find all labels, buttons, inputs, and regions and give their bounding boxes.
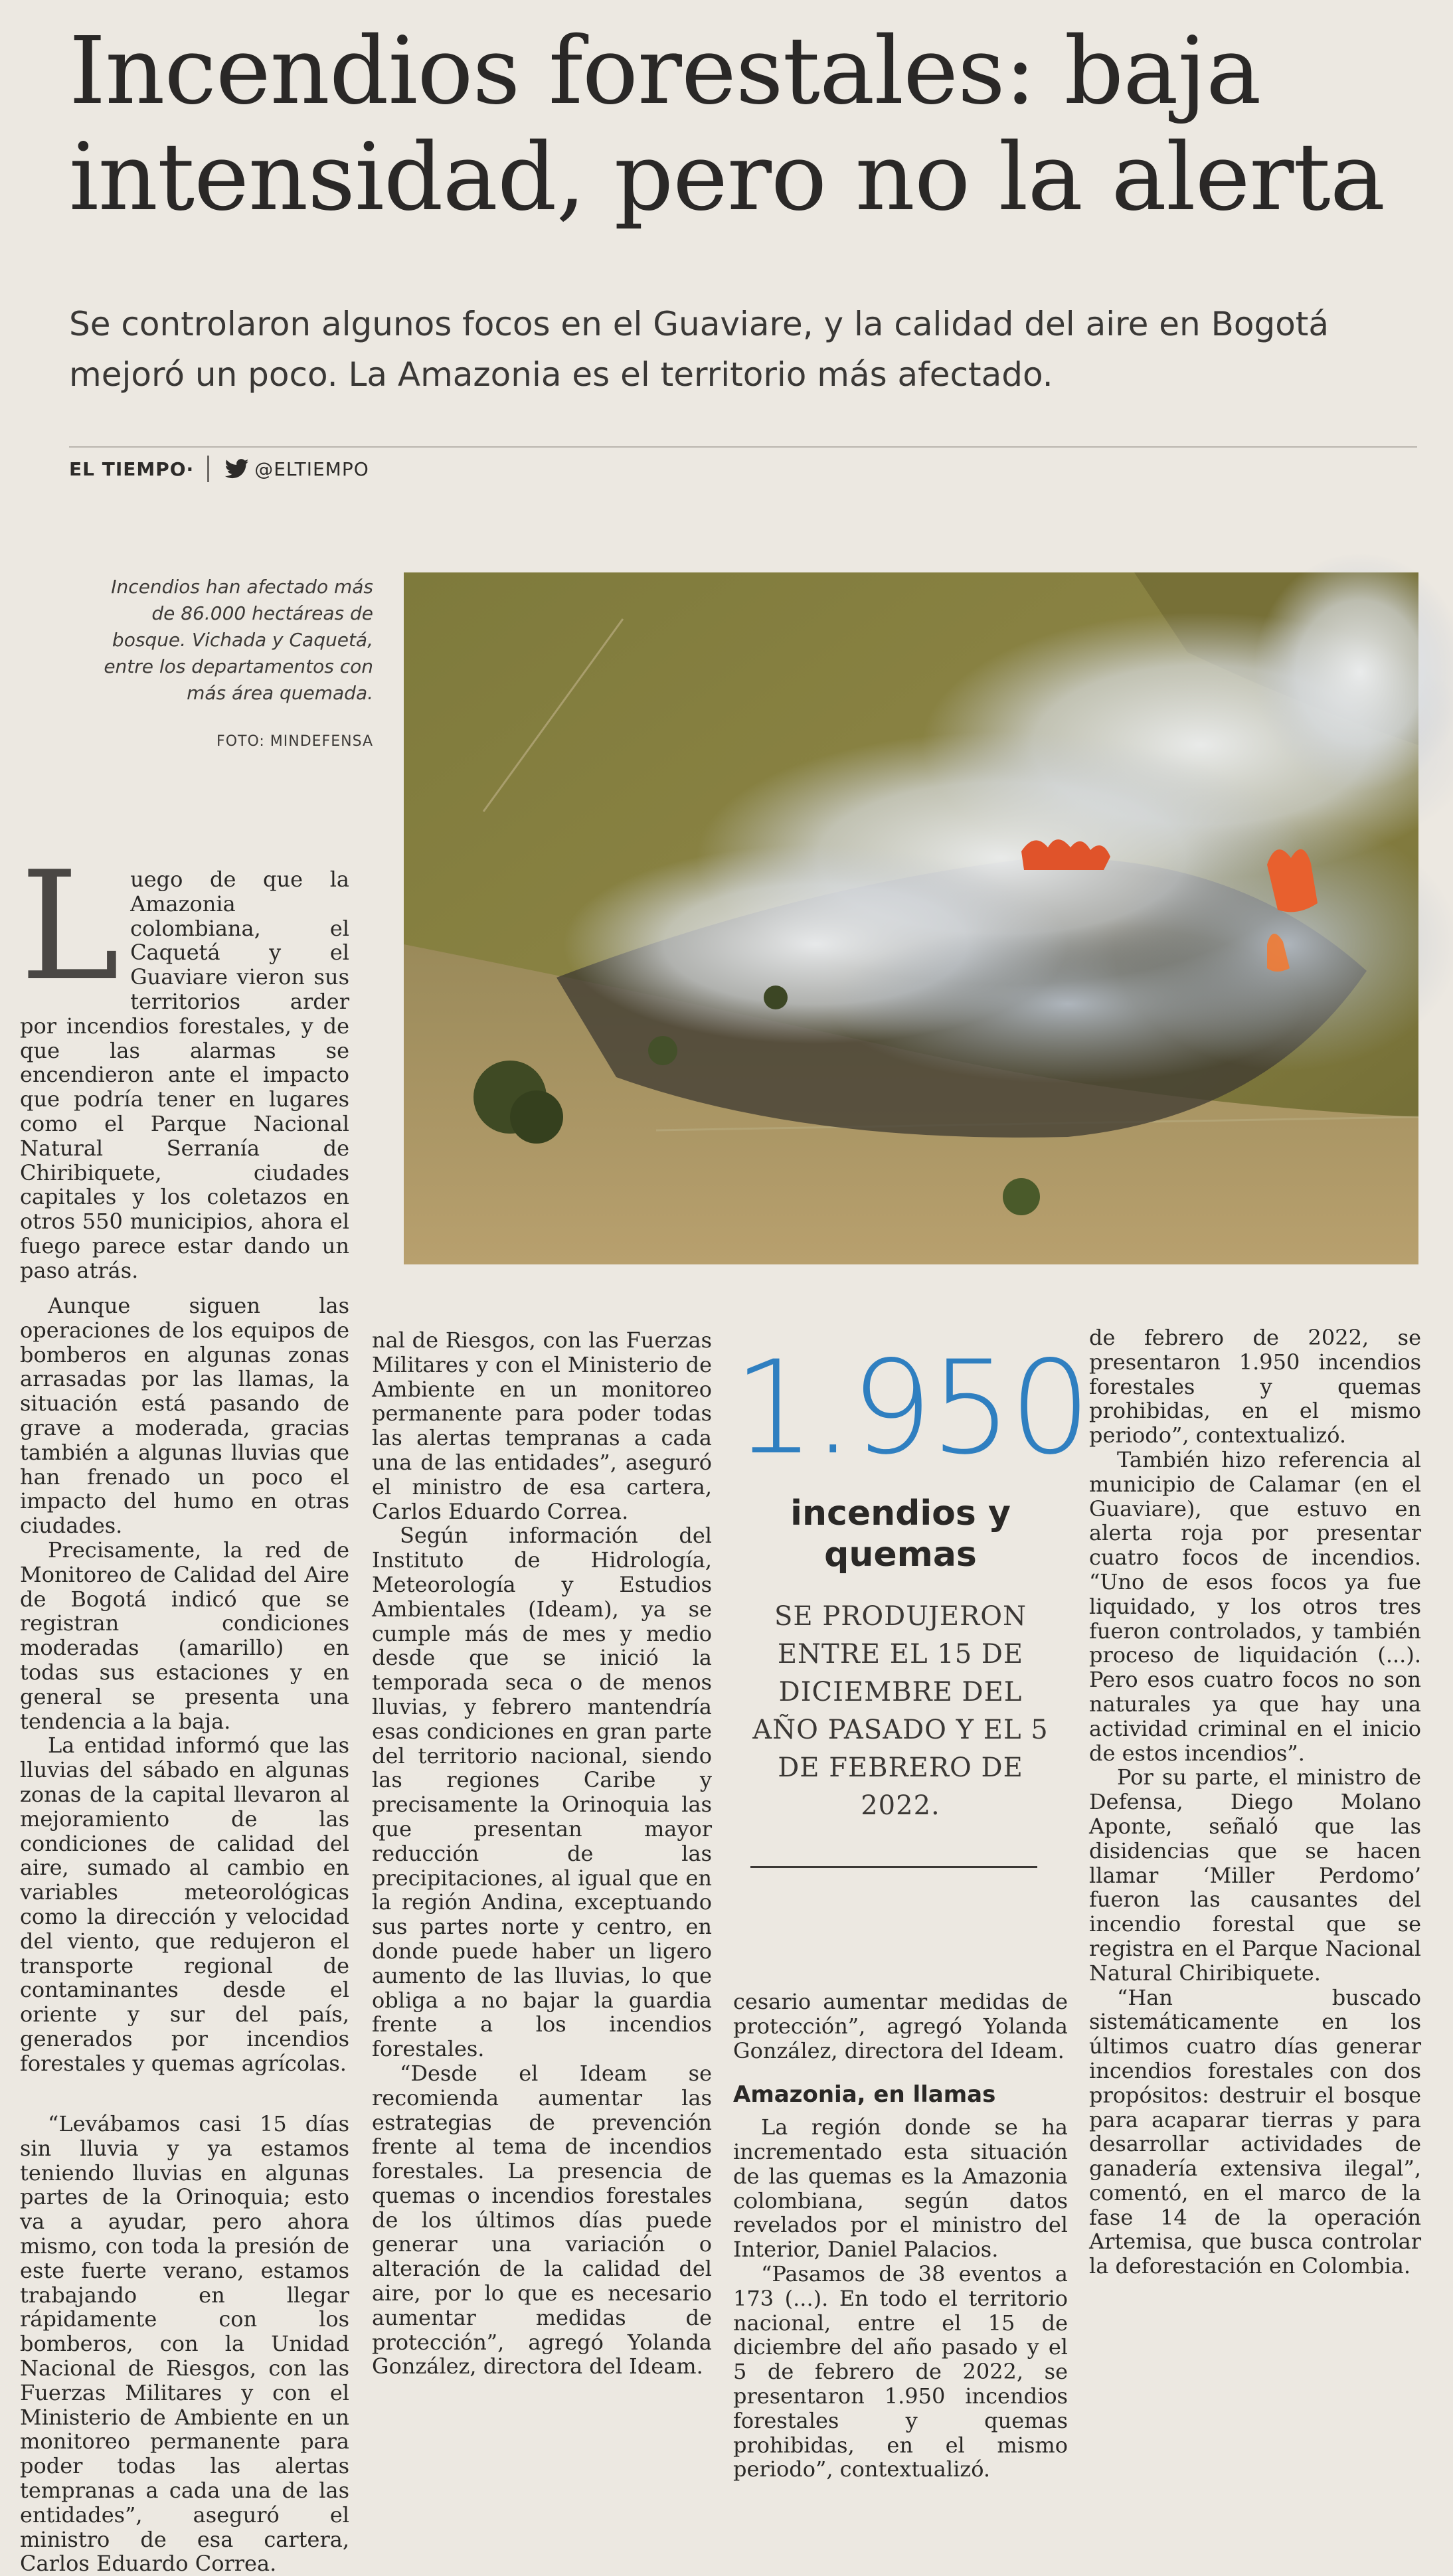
twitter-bird-icon: [225, 459, 249, 479]
paragraph-5-continued: nal de Riesgos, con las Fuerzas Militares y con el Ministerio de Ambiente en un monitoreo permanente para poder todas las alertas tempranas a cada una de las entidades”, aseguró el ministro de esa cartera, Carlos Eduardo Correa.: [372, 1328, 712, 1524]
wildfire-photo: [404, 572, 1418, 1264]
body-column-1-lower: [20, 1294, 349, 2076]
body-column-3: [733, 1990, 1068, 2482]
paragraph-7: “Desde el Ideam se recomienda aumentar las estrategias de prevención frente al tema de incendios forestales. La presencia de quemas o incendios forestales de los últimos días puede generar una variación o alteración de la calidad del aire, por lo que es necesario aumentar medidas de protección”, agregó Yolanda González, directora del Ideam.: [372, 2060, 712, 2379]
body-column-1: [20, 839, 349, 1283]
paragraph-3: Precisamente, la red de Monitoreo de Calidad del Aire de Bogotá indicó que se registran condiciones moderadas (amarillo) en todas sus estaciones y en general se presenta una tendencia a la baja.: [20, 1537, 349, 1734]
headline: Incendios forestales: baja intensidad, pero no la alerta: [69, 17, 1385, 232]
paragraph-2: Aunque siguen las operaciones de los equipos de bomberos en algunas zonas arrasadas por las llamas, la situación está pasando de grave a moderada, gracias también a algunas lluvias que han frenado un poco el impacto del humo en otras ciudades.: [20, 1293, 349, 1539]
stat-description: SE PRODUJERON ENTRE EL 15 DE DICIEMBRE DEL AÑO PASADO Y EL 5 DE FEBRERO DE 2022.: [752, 1601, 1049, 1821]
paragraph-7-continued: cesario aumentar medidas de protección”, agregó Yolanda González, directora del Ideam.: [733, 1989, 1068, 2063]
byline-source: EL TIEMPO·: [69, 458, 195, 480]
paragraph-lead-text: uego de que la Amazonia colombiana, el Caquetá y el Guaviare vieron sus territorios arder por incendios forestales, y de que las alarmas se encendieron ante el impacto que podría tener en lugares como el Parque Nacional Natural Serranía de Chiribiquete, ciudades capitales y los coletazos en otros 550 municipios, ahora el fuego parece estar dando un paso atrás.: [20, 867, 349, 1283]
body-column-2: [372, 1328, 712, 2379]
photo-caption: Incendios han afectado más de 86.000 hectáreas de bosque. Vichada y Caquetá, entre los departamentos con más área quemada.: [104, 576, 373, 704]
paragraph-5: “Levábamos casi 15 días sin lluvia y ya estamos teniendo lluvias en algunas partes de la Orinoquia; esto va a ayudar, pero ahora mismo, con toda la presión de este fuerte verano, estamos trabajando en llegar rápidamente con los bomberos, con la Unidad Nacional de Riesgos, con las Fuerzas Militares y con el Ministerio de Ambiente en un monitoreo permanente para poder todas las alertas tempranas a cada una de las entidades”, aseguró el ministro de esa cartera, Carlos Eduardo Correa.: [20, 2111, 349, 2576]
paragraph-12: “Han buscado sistemáticamente en los últimos cuatro días generar incendios forestales con dos propósitos: destruir el bosque para acaparar tierras y para desarrollar actividades de ganadería extensiva ilegal”, comentó, en el marco de la fase 14 de la operación Artemisa, que busca controlar la deforestación en Colombia.: [1089, 1984, 1421, 2279]
body-column-1-bottom: [20, 2111, 349, 2576]
byline-separator: [207, 456, 209, 482]
paragraph-6: Según información del Instituto de Hidrología, Meteorología y Estudios Ambientales (Ideam), ya se cumple más de mes y medio desde que se inició la temporada seca o de menos lluvias, y febrero mantendría esas condiciones en gran parte del territorio nacional, siendo las regiones Caribe y precisamente la Orinoquia las que presentan mayor reducción de las precipitaciones, al igual que en la región Andina, exceptuando sus partes norte y centro, en donde puede haber un ligero aumento de las lluvias, lo que obliga a no bajar la guardia frente a los incendios forestales.: [372, 1523, 712, 2062]
photo-credit: FOTO: MINDEFENSA: [216, 733, 373, 750]
dropcap: L: [20, 839, 120, 1014]
paragraph-4: La entidad informó que las lluvias del sábado en algunas zonas de la capital llevaron al mejoramiento de las condiciones de calidad del aire, sumado al cambio en variables meteorológicas como la dirección y velocidad del viento, que redujeron el transporte regional de contaminantes desde el oriente y sur del país, generados por incendios forestales y quemas agrícolas.: [20, 1733, 349, 2076]
stat-divider: [750, 1866, 1037, 1868]
body-column-4: [1089, 1326, 1421, 2278]
stat-label: incendios y quemas: [790, 1494, 1011, 1575]
subheadline: Se controlaron algunos focos en el Guaviare, y la calidad del aire en Bogotá mejoró un poco. La Amazonia es el territorio más afectado.: [69, 305, 1329, 394]
paragraph-8: La región donde se ha incrementado esta situación de las quemas es la Amazonia colombiana, según datos revelados por el ministro del Interior, Daniel Palacios.: [733, 2114, 1068, 2263]
crosshead: Amazonia, en llamas: [733, 2081, 996, 2108]
byline: [69, 456, 369, 482]
header-divider: [69, 446, 1417, 448]
paragraph-9-continued: de febrero de 2022, se presentaron 1.950 incendios forestales y quemas prohibidas, en el mismo periodo”, contextualizó.: [1089, 1325, 1421, 1448]
paragraph-11: Por su parte, el ministro de Defensa, Diego Molano Aponte, señaló que las disidencias que se hacen llamar ‘Miller Perdomo’ fueron las causantes del incendio forestal que se registra en el Parque Nacional Natural Chiribiquete.: [1089, 1764, 1421, 1986]
stat-number: 1.950: [733, 1333, 1089, 1483]
paragraph-10: También hizo referencia al municipio de Calamar (en el Guaviare), que estuvo en alerta roja por presentar cuatro focos de incendios. “Uno de esos focos ya fue liquidado, y los otros tres fueron controlados, y también proceso de liquidación (...). Pero esos cuatro focos no son naturales ya que hay una actividad criminal en el inicio de estos incendios”.: [1089, 1446, 1421, 1766]
paragraph-lead: [20, 839, 349, 1283]
paragraph-9: “Pasamos de 38 eventos a 173 (...). En todo el territorio nacional, entre el 15 de diciembre del año pasado y el 5 de febrero de 2022, se presentaron 1.950 incendios forestales y quemas prohibidas, en el mismo periodo”, contextualizó.: [733, 2261, 1068, 2482]
twitter-handle: @ELTIEMPO: [254, 458, 369, 480]
